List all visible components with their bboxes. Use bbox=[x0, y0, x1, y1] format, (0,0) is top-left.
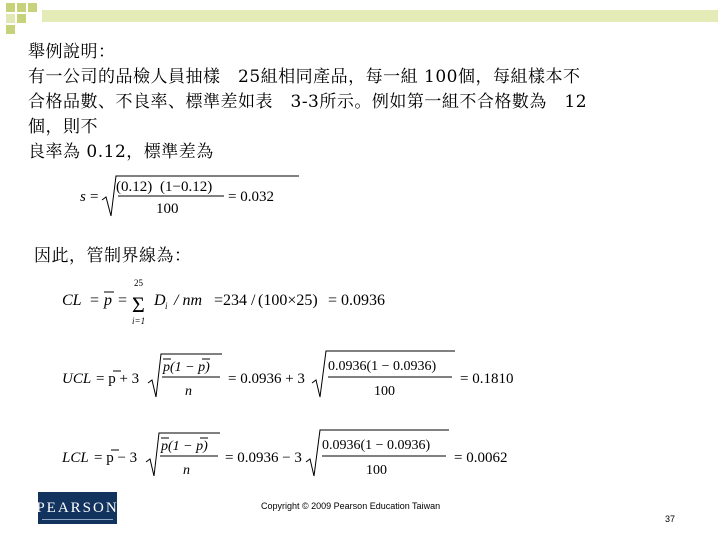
s-numerator-b: (1−0.12) bbox=[160, 179, 213, 195]
copyright-text: Copyright © 2009 Pearson Education Taiwan bbox=[261, 501, 441, 511]
formula-s bbox=[76, 170, 296, 222]
cl-di-sub: i bbox=[165, 301, 168, 311]
cl-lhs: CL bbox=[62, 292, 82, 309]
cl-sum-upper: 25 bbox=[134, 278, 143, 288]
intro-label: 舉例說明： bbox=[28, 42, 116, 62]
cl-di: D bbox=[154, 292, 166, 309]
svg-text:=: = bbox=[90, 189, 99, 205]
ucl-eq-part: = p + 3 bbox=[96, 371, 140, 387]
paragraph-line-4: 良率為 0.12，標準差為 bbox=[28, 142, 214, 162]
paragraph-line-1: 有一公司的品檢人員抽樣 25組相同產品，每一組 100個，每組樣本不 bbox=[28, 67, 581, 87]
cl-paren: (100×25) bbox=[258, 292, 318, 309]
ucl-num2: 0.0936(1 − 0.0936) bbox=[328, 359, 437, 374]
ucl-result: = 0.1810 bbox=[460, 371, 514, 387]
s-lhs: s bbox=[80, 189, 86, 205]
ucl-lhs: UCL bbox=[62, 371, 92, 387]
ucl-inner-num: p(1 − p) bbox=[163, 360, 210, 375]
svg-text:=: = bbox=[90, 292, 100, 309]
cl-sum-lower: i=1 bbox=[132, 316, 146, 326]
ucl-den2: 100 bbox=[374, 384, 395, 399]
formula-ucl bbox=[62, 345, 522, 401]
pearson-logo: PEARSON bbox=[38, 492, 117, 524]
lcl-lhs: LCL bbox=[62, 450, 89, 466]
paragraph-line-2: 合格品數、不良率、標準差如表 3-3所示。例如第一組不合格數為 12 bbox=[28, 92, 588, 112]
ucl-mid: = 0.0936 + 3 bbox=[228, 371, 305, 387]
intro-text bbox=[28, 40, 708, 165]
lcl-num2: 0.0936(1 − 0.0936) bbox=[322, 438, 431, 453]
header-decoration bbox=[0, 0, 720, 40]
cl-pbar: p bbox=[104, 292, 112, 309]
lcl-inner-den: n bbox=[183, 463, 190, 478]
cl-sigma: Σ bbox=[132, 292, 145, 317]
formula-cl bbox=[62, 276, 402, 328]
lcl-mid: = 0.0936 − 3 bbox=[225, 450, 302, 466]
page-number: 37 bbox=[665, 514, 676, 524]
cl-result: = 0.0936 bbox=[328, 292, 386, 309]
lcl-result: = 0.0062 bbox=[454, 450, 508, 466]
svg-text:=: = bbox=[118, 292, 128, 309]
lcl-den2: 100 bbox=[366, 463, 387, 478]
ucl-inner-den: n bbox=[185, 384, 192, 399]
therefore-label: 因此，管制界線為： bbox=[34, 246, 192, 266]
formula-lcl bbox=[62, 426, 522, 482]
cl-mid: =234 / bbox=[214, 292, 256, 309]
lcl-eq-part: = p − 3 bbox=[94, 450, 138, 466]
s-numerator-a: (0.12) bbox=[116, 179, 153, 195]
cl-slash-nm: / nm bbox=[174, 292, 202, 309]
paragraph-line-3: 個，則不 bbox=[28, 117, 98, 137]
lcl-inner-num: p(1 − p) bbox=[161, 439, 208, 454]
s-result: = 0.032 bbox=[228, 189, 274, 205]
s-denominator: 100 bbox=[156, 201, 179, 217]
